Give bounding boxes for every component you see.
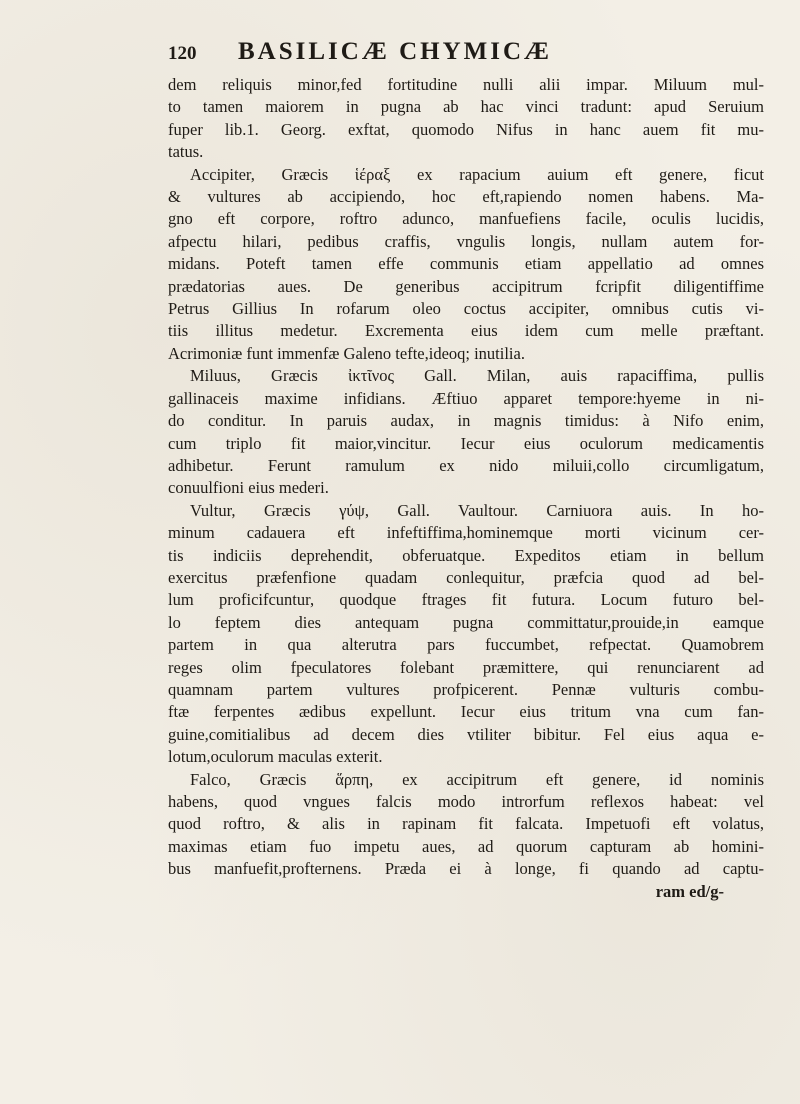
- text-line: dem reliquis minor,fed fortitudine nulli alii impar. Miluum mul-: [168, 75, 764, 94]
- text-line: minum cadauera eft infeftiffima,hominemque morti vicinum cer-: [168, 523, 764, 543]
- text-line: midans. Poteft tamen effe communis etiam appellatio ad omnes: [168, 254, 764, 274]
- catchword: ram ed/g-: [655, 881, 724, 901]
- text-line: adhibetur. Ferunt ramulum ex nido miluii,collo circumligatum,: [168, 455, 764, 475]
- text-line: bus manfuefit,profternens. Præda ei à longe, fi quando ad captu-: [168, 859, 764, 879]
- page-number: 120: [168, 43, 197, 64]
- text-line: cum triplo fit maior,vincitur. Iecur eius oculorum medicamentis: [168, 433, 764, 453]
- text-line: to tamen maiorem in pugna ab hac vinci tradunt: apud Seruium: [168, 97, 764, 117]
- text-line: tis indiciis deprehendit, obferuatque. Expeditos etiam in bellum: [168, 545, 764, 565]
- text-line: Accipiter, Græcis ἱέραξ ex rapacium auium eft genere, ficut: [190, 164, 764, 184]
- text-line: reges olim fpeculatores folebant præmittere, qui renunciarent ad: [168, 657, 764, 677]
- text-line: Miluus, Græcis ἰκτῖνος Gall. Milan, auis rapaciffima, pullis: [190, 366, 764, 386]
- text-line: fuper lib.1. Georg. exftat, quomodo Nifus in hanc auem fit mu-: [168, 119, 764, 139]
- text-line: habens, quod vngues falcis modo introrfum reflexos habeat: vel: [168, 792, 764, 811]
- text-line: lotum,oculorum maculas exterit.: [168, 747, 383, 767]
- text-line: conuulfioni eius mederi.: [168, 478, 329, 498]
- text-line: tatus.: [168, 142, 204, 162]
- text-line: lo feptem dies antequam pugna committatur,prouide,in eamque: [168, 612, 764, 632]
- text-line: tiis illitus medetur. Excrementa eius idem cum melle præftant.: [168, 321, 764, 341]
- paragraph-5: [168, 769, 764, 881]
- text-line: ftæ ferpentes ædibus expellunt. Iecur eius tritum vna cum fan-: [168, 702, 764, 722]
- text-line: quod roftro, & alis in rapinam fit falcata. Impetuofi eft volatus,: [168, 814, 764, 834]
- paragraph-4: [168, 500, 764, 769]
- text-line: Falco, Græcis ἅρπη, ex accipitrum eft genere, id nominis: [190, 769, 764, 789]
- paragraph-3: [168, 365, 764, 499]
- text-line: maximas etiam fuo impetu aues, ad quorum capturam ab homini-: [168, 836, 764, 856]
- text-line: Vultur, Græcis γύψ, Gall. Vaultour. Carniuora auis. In ho-: [190, 500, 764, 520]
- text-line: afpectu hilari, pedibus craffis, vngulis longis, nullam autem for-: [168, 231, 764, 251]
- text-line: Petrus Gillius In rofarum oleo coctus accipiter, omnibus cutis vi-: [168, 299, 764, 319]
- running-title: BASILICÆ CHYMICÆ: [238, 38, 553, 65]
- text-line: & vultures ab accipiendo, hoc eft,rapiendo nomen habens. Ma-: [168, 187, 764, 207]
- text-line: guine,comitialibus ad decem dies vtiliter bibitur. Fel eius aqua e-: [168, 724, 764, 744]
- text-line: quamnam partem vultures profpicerent. Pennæ vulturis combu-: [168, 679, 764, 699]
- paragraph-2: [168, 164, 764, 366]
- text-line: prædatorias aues. De generibus accipitrum fcripfit diligentiffime: [168, 276, 764, 296]
- body-text: [168, 74, 764, 903]
- text-line: gallinaceis maxime infidians. Æftiuo apparet tempore:hyeme in ni-: [168, 388, 764, 408]
- text-line: do conditur. In paruis audax, in magnis timidus: à Nifo enim,: [168, 411, 764, 431]
- text-line: exercitus præfenfione quadam conlequitur, præfcia quod ad bel-: [168, 567, 764, 587]
- text-line: Acrimoniæ funt immenfæ Galeno tefte,ideoq; inutilia.: [168, 343, 525, 363]
- text-line: gno eft corpore, roftro adunco, manfuefiens facile, oculis lucidis,: [168, 209, 764, 229]
- paragraph-1: [168, 74, 764, 164]
- text-line: partem in qua alterutra pars fuccumbet, refpectat. Quamobrem: [168, 635, 764, 655]
- text-line: lum proficifcuntur, quodque ftrages fit futura. Locum futuro bel-: [168, 590, 764, 610]
- page-header: [168, 38, 764, 68]
